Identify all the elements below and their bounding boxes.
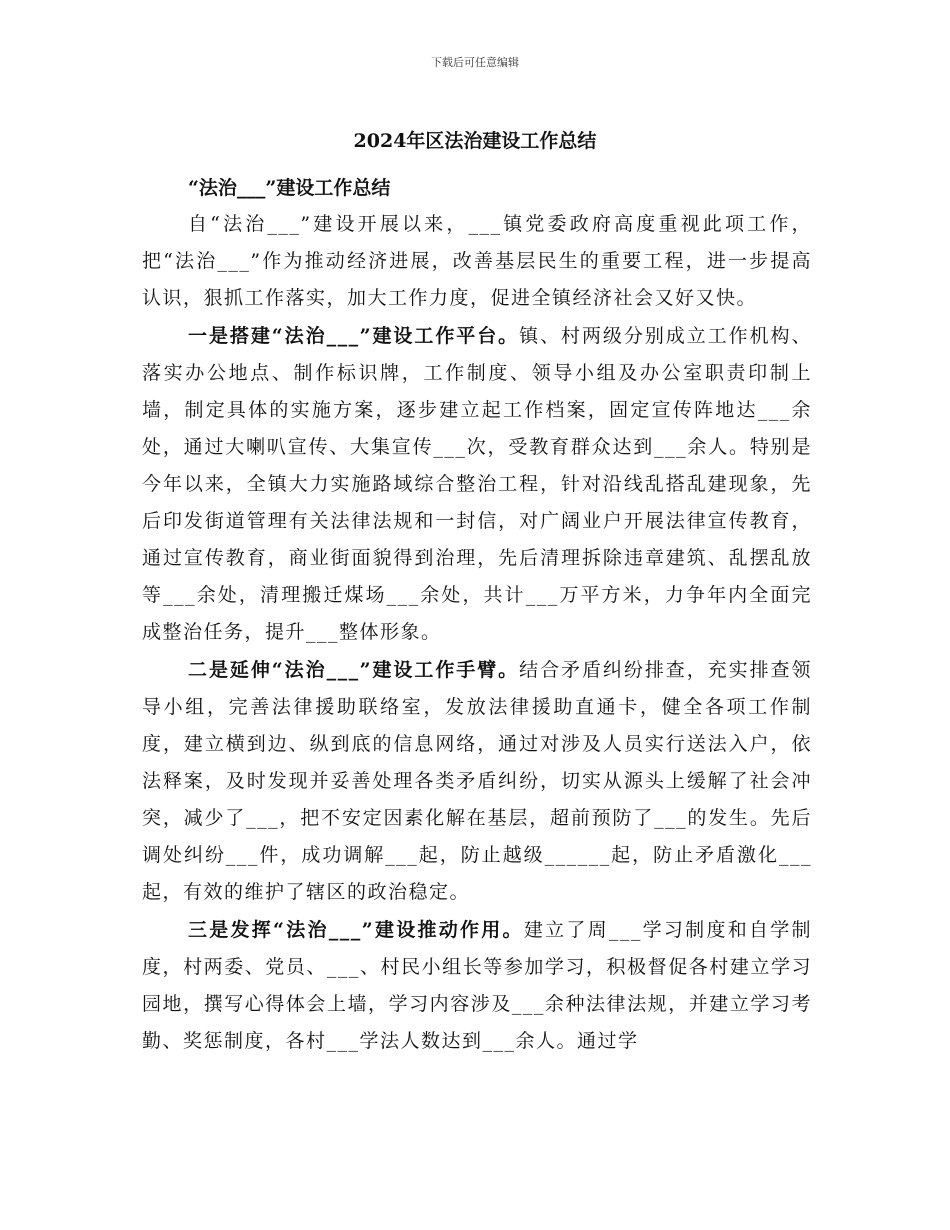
paragraph-lead: 一是搭建“法治___”建设工作平台。: [188, 325, 520, 347]
paragraph-intro: [142, 206, 812, 317]
paragraph-platform: [142, 318, 812, 651]
paragraph-lead: 三是发挥“法治___”建设推动作用。: [188, 919, 524, 941]
section-subtitle: “法治___”建设工作总结: [188, 177, 391, 199]
paragraph-text: 自“法治___”建设开展以来，___镇党委政府高度重视此项工作，把“法治___”作为推动经济进展，改善基层民生的重要工程，进一步提高认识，狠抓工作落实，加大工作力度，促进全镇经济社会又好又快。: [142, 213, 812, 309]
paragraph-extension: [142, 652, 812, 911]
paragraph-promotion: [142, 912, 812, 1060]
document-body: [142, 170, 812, 1061]
paragraph-text: 结合矛盾纠纷排查，充实排查领导小组，完善法律援助联络室，发放法律援助直通卡，健全各项工作制度，建立横到边、纵到底的信息网络，通过对涉及人员实行送法入户，依法释案，及时发现并妥善处理各类矛盾纠纷，切实从源头上缓解了社会冲突，减少了___，把不安定因素化解在基层，超前预防了___的发生。先后调处纠纷___件，成功调解___起，防止越级______起，防止矛盾激化___起，有效的维护了辖区的政治稳定。: [142, 659, 812, 903]
paragraph-lead: 二是延伸“法治___”建设工作手臂。: [188, 659, 520, 681]
paragraph-text: 建立了周___学习制度和自学制度，村两委、党员、___、村民小组长等参加学习，积极督促各村建立学习园地，撰写心得体会上墙，学习内容涉及___余种法律法规，并建立学习考勤、奖惩制度，各村___学法人数达到___余人。通过学: [142, 919, 812, 1052]
document-title: 2024年区法治建设工作总结: [353, 130, 597, 152]
header-note: 下载后可任意编辑: [431, 56, 519, 69]
paragraph-text: 镇、村两级分别成立工作机构、落实办公地点、制作标识牌，工作制度、领导小组及办公室职责印制上墙，制定具体的实施方案，逐步建立起工作档案，固定宣传阵地达___余处，通过大喇叭宣传、大集宣传___次，受教育群众达到___余人。特别是今年以来，全镇大力实施路域综合整治工程，针对沿线乱搭乱建现象，先后印发街道管理有关法律法规和一封信，对广阔业户开展法律宣传教育，通过宣传教育，商业街面貌得到治理，先后清理拆除违章建筑、乱摆乱放等___余处，清理搬迁煤场___余处，共计___万平方米，力争年内全面完成整治任务，提升___整体形象。: [142, 325, 812, 643]
